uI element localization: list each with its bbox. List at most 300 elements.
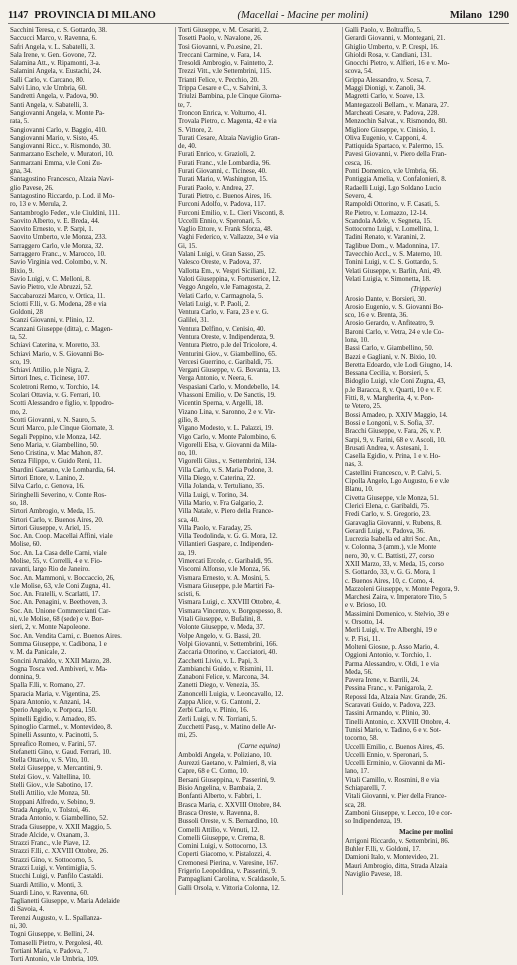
directory-entry: no, 10. xyxy=(178,450,197,458)
directory-entry: Scuri Marco, p.le Cinque Giornate, 3. xyxy=(10,425,114,433)
directory-entry: Spreafico Romeo, v. Farini, 57. xyxy=(10,740,97,748)
directory-entry: Ventura Delfino, v. Cenisio, 40. xyxy=(178,325,266,333)
directory-entry: Vicentin Sperna, v. Argelli, 18. xyxy=(178,400,264,408)
directory-entry: Sperio Angelo, v. Porpora, 150. xyxy=(10,707,97,715)
directory-entry: Migliore Giuseppe, v. Cinisio, 1. xyxy=(345,126,436,134)
columns xyxy=(8,27,509,964)
directory-entry: Pavesi Giovanni, v. Piero della Fran- xyxy=(345,151,447,159)
directory-entry: Sanmarzano Eschele, v. Muratori, 10. xyxy=(10,151,114,159)
directory-entry: Velati Luigia, v. Simonetta, 18. xyxy=(345,275,431,283)
directory-entry: Vizano Lina, v. Saronno, 2 e v. Vir- xyxy=(178,408,276,416)
directory-entry: Vismara Vincenzo, v. Borgospesso, 8. xyxy=(178,607,283,615)
directory-entry: Bussoli Oreste, v. S. Bernardino, 10. xyxy=(178,818,279,826)
directory-entry: Bixio, 9. xyxy=(10,267,34,275)
directory-entry: Villantieri Gaspare, c. Indipenden- xyxy=(178,541,274,549)
directory-entry: mo, 2. xyxy=(10,408,28,416)
directory-entry: Mantegazzoli Bellam., v. Manara, 27. xyxy=(345,101,449,109)
directory-entry: Ghioldi Rosa, v. Candiani, 131. xyxy=(345,51,432,59)
directory-entry: Comini Luigi, v. Sottocorno, 13. xyxy=(178,843,268,851)
directory-entry: Tassini Armando, v. Plinio, 30. xyxy=(345,710,431,718)
directory-entry: Maggi Dionigi, v. Zanoli, 34. xyxy=(345,85,426,93)
directory-entry: Uccelli Emilio, c. Buenos Aires, 45. xyxy=(345,743,445,751)
directory-entry: Spinelli Assunto, v. Pacinotti, 5. xyxy=(10,732,99,740)
directory-entry: Damioni Italo, v. Montevideo, 21. xyxy=(345,854,439,862)
directory-entry: Tresoldi Ambrogio, v. Faintetto, 2. xyxy=(178,60,274,68)
directory-entry: Zanaboni Felice, v. Marcona, 34. xyxy=(178,674,270,682)
directory-entry: Molteni Giosue, p. Asso Mario, 4. xyxy=(345,643,439,651)
directory-entry: Stelzi Giov., v. Valtellina, 10. xyxy=(10,773,91,781)
category-title: (Macellai - Macine per molini) xyxy=(237,9,369,21)
directory-entry: glio Pavese, 26. xyxy=(10,184,54,192)
directory-entry: Vitali Giovanni, v. Pier della France- xyxy=(345,793,447,801)
directory-entry: Sogna Tosca ved. Ambiveri, v. Ma- xyxy=(10,665,108,673)
directory-entry: Tortiani Maria, v. Padova, 7. xyxy=(10,947,89,955)
directory-entry: scova, 54. xyxy=(345,68,373,76)
directory-entry: Molise, 55, v. Correlli, 4 e v. Fio- xyxy=(10,558,103,565)
directory-entry: Saovito Umberto, v.le Monza, 233. xyxy=(10,234,107,242)
directory-entry: Radaelli Luigi, Lgo Soldano Lucio xyxy=(345,184,442,192)
directory-entry: Meda, 56. xyxy=(345,668,373,676)
directory-entry: Strada Antonio, v. Giambellino, 52. xyxy=(10,815,108,823)
directory-entry: Sarpi, 9, v. Farini, 68 e v. Ascoli, 10. xyxy=(345,436,446,444)
directory-entry: gna, 34. xyxy=(10,168,33,176)
directory-entry: Bracchi Giuseppe, v. Fara, 26, v. P. xyxy=(345,428,442,436)
directory-entry: Arosio Eugenio, v. S. Giovanni Bo- xyxy=(345,303,444,311)
directory-entry: Saccabarozzi Marco, v. Ortica, 11. xyxy=(10,292,105,300)
directory-entry: sco, 16 e v. Brenta, 36. xyxy=(345,312,408,320)
directory-entry: Sarraggero Carlo, v.le Monza, 32. xyxy=(10,242,104,250)
directory-entry: cesca, 16. xyxy=(345,159,372,167)
directory-entry: Uccelli Erminio, v. Giovanni da Mi- xyxy=(345,760,446,768)
directory-entry: Vallotta Em., v. Vespri Siciliani, 12. xyxy=(178,267,277,275)
directory-entry: Stefanetti Gino, v. Gaud. Ferrari, 10. xyxy=(10,748,111,756)
directory-entry: Valesco Oreste, v. Padova, 37. xyxy=(178,259,262,267)
directory-entry: Saccucci Marco, v. Ravenna, 6. xyxy=(10,35,97,43)
directory-entry: Schiavi Mario, v. S. Giovanni Bo- xyxy=(10,350,105,358)
directory-entry: Velati Carlo, v. Carmagnola, 5. xyxy=(178,292,264,300)
directory-entry: Casella Egidio, v. Prina, 1 e v. Ho- xyxy=(345,453,441,461)
directory-entry: Safri Angela, v. L. Sabatelli, 3. xyxy=(10,43,95,51)
directory-entry: Sottocorno Luigi, v. Lomellina, 1. xyxy=(345,226,439,234)
directory-entry: nas, 3. xyxy=(345,461,363,469)
directory-entry: Suardi Lino, v. Ravenna, 60. xyxy=(10,889,89,897)
directory-entry: Ventura Carlo, v. Fara, 23 e v. G. xyxy=(178,309,269,317)
directory-entry: Scoletroni Remo, v. Torchio, 14. xyxy=(10,383,100,391)
directory-entry: de, 40. xyxy=(178,143,197,151)
directory-entry: tocorno, 58. xyxy=(345,735,379,743)
directory-entry: Vigano Modesto, v. L. Palazzi, 19. xyxy=(178,425,274,433)
directory-entry: Veggo Angelo, v.le Famagosta, 2. xyxy=(178,284,271,292)
directory-entry: Garavaglia Giovanni, v. Rubens, 8. xyxy=(345,519,442,527)
directory-entry: Scanzi Giovanni, v. Plinio, 12. xyxy=(10,317,95,325)
directory-entry: Verga Antonio, v. Neera, 6. xyxy=(178,375,253,383)
column-3 xyxy=(342,27,509,895)
directory-entry: Santagostino Francesco, Alzaia Navi- xyxy=(10,176,114,184)
directory-entry: Mazzoleni Giuseppe, v. Monte Pegora, 9. xyxy=(345,585,460,593)
directory-entry: Torti Giuseppe, v. M. Cesariti, 2. xyxy=(178,27,269,34)
directory-entry: donnina, 9. xyxy=(10,674,41,682)
directory-entry: Salamina Att., v. Ripamonti, 3-a. xyxy=(10,60,101,68)
directory-entry: Villa Teodolinda, v. G. G. Mora, 12. xyxy=(178,533,278,541)
directory-entry: Strazzi F.lli, c. XXVIII Ottobre, 26. xyxy=(10,848,109,856)
directory-entry: Siringhelli Severino, v. Conte Ros- xyxy=(10,491,107,499)
directory-entry: Soc. An. Vendita Carni, c. Buenos Aires. xyxy=(10,632,122,640)
header-left xyxy=(8,10,156,21)
directory-entry: sca, 40. xyxy=(178,516,199,524)
directory-entry: sco, 19. xyxy=(10,358,32,366)
directory-entry: Mauri Ambrogio, ditta, Strada Alzaia xyxy=(345,862,448,870)
directory-entry: Silva Carlo, c. Genova, 16. xyxy=(10,483,85,491)
directory-entry: Scotti Giovanni, v. N. Sauro, 5. xyxy=(10,416,97,424)
directory-entry: Seno Cristina, v. Mac Mahon, 87. xyxy=(10,450,103,458)
directory-entry: Bossi e Longoni, v. S. Sofia, 37. xyxy=(345,419,434,427)
directory-entry: Tadini Renato, v. Varanini, 2. xyxy=(345,234,426,242)
city-name: Milano xyxy=(449,9,482,21)
directory-entry: Vespasiani Carlo, v. Mondebello, 14. xyxy=(178,383,280,391)
directory-entry: Gerardi Luigi, v. Padova, 36. xyxy=(345,527,425,535)
directory-entry: Severo, 4. xyxy=(345,192,373,200)
directory-entry: Zambianchi Guido, v. Rismini, 11. xyxy=(178,665,274,673)
directory-entry: Spinelli Egidio, v. Amadeo, 85. xyxy=(10,715,97,723)
directory-entry: Savio Virginia ved. Colombo, v. N. xyxy=(10,259,108,267)
directory-entry: Saovito Ernesto, v. P. Sarpi, 1. xyxy=(10,226,94,234)
directory-entry: Furconi Emilio, v. L. Cieri Visconti, 8. xyxy=(178,209,285,217)
directory-entry: Repossi Ida, Alzaia Nav. Grande, 26. xyxy=(345,693,447,701)
directory-entry: Spara Antonio, v. Anzani, 14. xyxy=(10,699,92,707)
directory-entry: Fredi Carlo, v. S. Gregorio, 23. xyxy=(345,511,431,519)
directory-entry: Sirtori Ambrogio, v. Meda, 15. xyxy=(10,508,95,516)
directory-entry: XXII Marzo, 33, v. Meda, 15, corso xyxy=(345,561,444,568)
directory-entry: Ghiglio Umberto, v. P. Crespi, 16. xyxy=(345,43,439,51)
directory-entry: Bossi Amadeo, p. XXIV Maggio, 14. xyxy=(345,411,448,419)
directory-entry: so, 18. xyxy=(10,499,29,507)
directory-entry: ravanti, largo Rio de Janeiro. xyxy=(10,566,90,574)
directory-entry: Cremonesi Pierina, v. Varesine, 167. xyxy=(178,859,279,867)
directory-entry: Lucrezia Isabella ed altri Soc. An., xyxy=(345,536,441,544)
directory-entry: gilio, 8. xyxy=(178,416,200,424)
directory-entry: Volpi Giovanni, v. Settembrini, 166. xyxy=(178,640,278,648)
directory-entry: Vaglio Ettore, v. Frank Sforza, 48. xyxy=(178,226,273,234)
directory-entry: Furati Franc., v.le Lombardia, 96. xyxy=(178,159,271,167)
directory-entry: Oggioni Antonio, v. Torchio, 1. xyxy=(345,652,432,660)
directory-entry: Tosetti Paolo, v. Navalone, 26. xyxy=(178,35,263,43)
directory-entry: Scotti Alessandro e figlio, v. Ippodro- xyxy=(10,400,114,408)
directory-entry: Vergani Giuseppe, v. G. Bovanta, 13. xyxy=(178,367,281,375)
directory-entry: Furconi Adolfo, v. Padova, 117. xyxy=(178,201,266,209)
directory-entry: Arosio Gerardo, v. Anfiteatro, 9. xyxy=(345,320,435,328)
directory-entry: v.le Molise, 63, v.le Coni Zugna, 41. xyxy=(10,582,111,590)
directory-entry: Zanetti Diego, v. Venezia, 35. xyxy=(178,682,260,690)
directory-entry: Vigo Carlo, v. Monte Palombino, 6. xyxy=(178,433,277,441)
directory-entry: Beretta Edoardo, v.le Lodi Giugno, 14. xyxy=(345,361,453,369)
directory-entry: Bidoglio Luigi, v.le Coni Zugna, 43, xyxy=(345,378,446,386)
directory-entry: Molise, 60. xyxy=(10,541,42,549)
directory-entry: sieri, 2, v. Monte Napoleone. xyxy=(10,624,90,632)
directory-entry: Cipolla Angelo, Lgo Augusto, 6 e v.le xyxy=(345,478,450,486)
directory-entry: Trianti Felice, v. Pecchio, 20. xyxy=(178,76,259,84)
directory-entry: Strada Angelo, v. Tolstoi, 46. xyxy=(10,806,91,814)
directory-entry: Ventura Pietro, p.le del Tricolore, 4. xyxy=(178,342,277,350)
directory-entry: Bonfanti Alberto, v. Fabbri, 1. xyxy=(178,793,261,801)
directory-entry: Tonini Luigi, v. C. S. Gottardo, 5. xyxy=(345,259,438,267)
directory-entry: Oliva Eugenio, v. Capponi, 4. xyxy=(345,134,427,142)
header-right xyxy=(450,10,509,21)
directory-entry: Magretti Carlo, v. Soave, 13. xyxy=(345,93,425,101)
directory-entry: Savio Pietro, v.le Abruzzi, 52. xyxy=(10,284,93,292)
directory-entry: Parma Alessandro, v. Oldi, 1 e via xyxy=(345,660,439,668)
directory-entry: Scaravati Guido, v. Padova, 223. xyxy=(345,702,436,710)
directory-entry: Spalla F.lli, v. Romano, 27. xyxy=(10,682,85,690)
directory-entry: Sangiovanni Angela, v. Monte Pa- xyxy=(10,109,105,117)
directory-entry: Vhassoni Emilio, v. De Sanctis, 19. xyxy=(178,392,276,400)
directory-entry: Ponti Domenico, v.le Umbria, 66. xyxy=(345,168,438,176)
directory-entry: Sciotti F.lli, v. G. Modena, 28 e via xyxy=(10,300,107,308)
directory-entry: Stucchi Luigi, v. Panfilo Castaldi. xyxy=(10,873,104,881)
directory-entry: Furati Paolo, v. Andrea, 27. xyxy=(178,184,254,192)
directory-entry: Aurezzi Gaetano, v. Palmieri, 8, via xyxy=(178,760,277,768)
directory-entry: Santi Angela, v. Sabatelli, 3. xyxy=(10,101,89,109)
directory-entry: Spinoglio Carmel., v. Montevideo, 8. xyxy=(10,723,113,731)
directory-entry: Somma Giuseppe, v. Cadibona, 1 e xyxy=(10,640,107,648)
directory-entry: Vitali Camillo, v. Rosmini, 8 e via xyxy=(345,776,440,784)
directory-entry: Santambroglo Feder., v.le Ciuldini, 111. xyxy=(10,209,120,217)
directory-entry: Tavecchio Accl., v. S. Materno, 10. xyxy=(345,251,442,259)
directory-entry: sca, 28. xyxy=(345,801,366,809)
section-heading: (Carne equina) xyxy=(237,742,281,750)
directory-entry: so Indipendenza, 19. xyxy=(345,818,403,826)
directory-entry: Zaccaria Ottorino, v. Cacciatori, 40. xyxy=(178,649,278,657)
directory-entry: Tinelli Antonio, c. XXVIII Ottobre, 4. xyxy=(345,718,451,726)
directory-entry: Bazzi e Gagliani, v. N. Bixio, 10. xyxy=(345,353,437,361)
directory-entry: Senza Filippo, v. Guido Reni, 11. xyxy=(10,458,102,466)
directory-entry: Amboldi Angela, v. Poliziano, 10. xyxy=(178,751,272,759)
directory-entry: Treccani Carmine, v. Fara, 14. xyxy=(178,51,262,59)
directory-entry: Goldoni, 28 xyxy=(10,309,43,317)
directory-entry: ni, v.le Molise, 68 (sede) e v. Bor- xyxy=(10,616,104,624)
directory-entry: Villa Jolanda, v. Tertuliano, 35. xyxy=(178,483,265,491)
directory-entry: Sandretti Angela, v. Padova, 90. xyxy=(10,93,99,101)
directory-entry: Taglianetti Giuseppe, v. Maria Adelaide xyxy=(10,898,120,906)
directory-entry: lona, 10. xyxy=(345,336,369,344)
directory-entry: Gi, 15. xyxy=(178,242,197,250)
column-2 xyxy=(175,27,342,895)
directory-entry: Sirtori Giuseppe, v. Ariel, 15. xyxy=(10,524,92,532)
directory-entry: Villa Luigi, v. Torino, 34. xyxy=(178,491,249,499)
directory-entry: Turati Cesare, Alzaia Naviglio Gran- xyxy=(178,134,280,142)
directory-entry: za, 19. xyxy=(178,549,197,557)
directory-entry: Stella Ottavio, v. S. Vito, 10. xyxy=(10,757,90,765)
directory-entry: Villa Natale, v. Piero della France- xyxy=(178,508,274,516)
directory-entry: Volpe Angelo, v. G. Bassi, 20. xyxy=(178,632,261,640)
directory-entry: ta, 52. xyxy=(10,333,28,341)
page-number: 1147 xyxy=(8,9,29,21)
directory-entry: rata, 5. xyxy=(10,118,29,126)
directory-entry: Sangiovanni Carlo, v. Baggio, 410. xyxy=(10,126,107,134)
directory-entry: nero, 30, v. C. Battisti, 27, corso xyxy=(345,552,435,560)
directory-entry: Sarraggero Franc., v. Marocco, 10. xyxy=(10,251,106,259)
directory-entry: Vismara Luigi, c. XXVIII Ottobre, 4. xyxy=(178,599,281,607)
directory-entry: Brasca Oreste, v. Ravenna, 8. xyxy=(178,809,260,817)
directory-entry: Clerici Elena, c. Garibaldi, 75. xyxy=(345,502,430,510)
directory-entry: Sacchini Teresa, c. S. Gottardo, 38. xyxy=(10,27,107,34)
directory-entry: mi, 25. xyxy=(178,732,198,740)
page-header xyxy=(8,7,509,24)
directory-entry: Marcheati Cesare, v. Padova, 228. xyxy=(345,109,440,117)
directory-entry: Sirtori Ines, c. Ticinese, 107. xyxy=(10,375,90,383)
directory-entry: Terenzi Augusto, v. L. Spallanza- xyxy=(10,914,102,922)
city-page-number: 1290 xyxy=(487,9,509,21)
directory-entry: v. Colonna, 3 (amm.), v.le Monte xyxy=(345,544,437,552)
directory-entry: Strade Alcide, v. Oxanam, 3. xyxy=(10,831,90,839)
directory-entry: S. Gottardo, 33, v. G. G. Mora, 1 xyxy=(345,569,436,577)
directory-entry: Villa Carlo, v. S. Maria Podone, 3. xyxy=(178,466,274,474)
directory-entry: Zappa Alice, v. G. Cantoni, 2. xyxy=(178,699,261,707)
directory-entry: Soncini Arnaldo, v. XXII Marzo, 28. xyxy=(10,657,112,665)
directory-entry: Velati Giuseppe, v. Barlin, Ani, 49. xyxy=(345,267,442,275)
directory-entry: Uccelli Ennio, v. Speronari, 5. xyxy=(178,217,262,225)
directory-entry: ni, 30. xyxy=(10,923,28,931)
directory-entry: Buhler F.lli, v. Goldoni, 17. xyxy=(345,846,421,854)
directory-entry: lano, 17. xyxy=(345,768,369,776)
directory-entry: Santagostino Riccardo, p. Lod. il Mo- xyxy=(10,192,115,200)
directory-entry: Tomaselli Pietro, v. Pergolesi, 40. xyxy=(10,939,103,947)
directory-entry: Strazzi Franc., v.le Piave, 12. xyxy=(10,840,91,848)
directory-entry: Savio Luigi, v. C. Melloni, 8. xyxy=(10,275,91,283)
directory-entry: te Vetero, 25. xyxy=(345,403,382,411)
directory-entry: Zamboni Giuseppe, v. Lecco, 10 e cor- xyxy=(345,809,453,817)
directory-entry: Sparacia Maria, v. Vigentina, 25. xyxy=(10,690,101,698)
directory-entry: Zanoncelli Luigia, v. Leoncavallo, 12. xyxy=(178,690,284,698)
directory-entry: Bassi Carlo, v. Giambellino, 50. xyxy=(345,345,434,353)
directory-entry: Scandola Adele, v. Segneta, 15. xyxy=(345,217,432,225)
directory-entry: Zucchetti Pasq., v. Matino delle Ar- xyxy=(178,723,277,731)
directory-entry: Scanzani Giuseppe (ditta), c. Magen- xyxy=(10,325,113,333)
directory-entry: v. P. Fisi, 11. xyxy=(345,635,381,643)
directory-entry: Uccelli Ennio, v. Speronari, 5. xyxy=(345,751,429,759)
directory-entry: Coperti Giacomo, v. Pistalozzi, 4. xyxy=(178,851,271,859)
directory-entry: Sangiovanni Mario, v. Sisto, 45. xyxy=(10,134,99,142)
directory-entry: Vismara Ernesto, v. A. Mosini, 5. xyxy=(178,574,270,582)
directory-entry: Bessana Cecilia, v. Borsieri, 5. xyxy=(345,370,430,378)
directory-entry: Zerbi Carlo, v. Plinio, 16. xyxy=(178,707,249,715)
directory-entry: Trippa Cesare e C., v. Salvini, 3. xyxy=(178,85,268,93)
directory-entry: Pattiquida Spartaco, v. Palermo, 15. xyxy=(345,143,444,151)
directory-entry: Salamini Angela, v. Eustachi, 24. xyxy=(10,68,102,76)
directory-entry: Menzochin Salvat., v. Rismondo, 80. xyxy=(345,118,447,126)
directory-entry: Sangiovanni Ricc., v. Rismondo, 30. xyxy=(10,143,111,151)
directory-entry: Turati Mario, v. Washington, 15. xyxy=(178,176,268,184)
directory-entry: Strazzi Gino, v. Sottocorno, 5. xyxy=(10,856,94,864)
directory-entry: p.le Baracca, 8, v. Quarti, 10 e v. F. xyxy=(345,386,442,394)
directory-entry: Scolari Ottavia, v. G. Ferrari, 10. xyxy=(10,392,101,400)
directory-entry: Vaghi Federico, v. Vallazze, 34 e via xyxy=(178,234,279,242)
directory-entry: Valoti Giuseppina, v. Fortuserice, 12. xyxy=(178,275,281,283)
directory-entry: Soc. An. Fratelli, v. Scarlatti, 17. xyxy=(10,591,101,599)
directory-entry: Frigerio Leopoldina, v. Passerini, 9. xyxy=(178,867,277,875)
directory-entry: Vimercati Ercole, c. Garibaldi, 95. xyxy=(178,558,273,565)
directory-entry: Gerardi Giovanni, v. Montegani, 21. xyxy=(345,35,446,43)
directory-entry: scisti, 6. xyxy=(178,591,201,599)
directory-entry: Grippa Alessandro, v. Scesa, 7. xyxy=(345,76,431,84)
directory-entry: Brasca Maria, c. XXVIII Ottobre, 84. xyxy=(178,801,282,809)
section-heading: (Tripperie) xyxy=(410,286,442,294)
directory-entry: Trezzi Vitt., v.le Settembrini, 115. xyxy=(178,68,272,76)
directory-entry: Brusati Andrea, v. Astesani, 1. xyxy=(345,444,429,452)
directory-entry: Furati Enrico, v. Grazioli, 2. xyxy=(178,151,256,159)
directory-entry: Baroni Carlo, v. Vetra, 24 e v.le Co- xyxy=(345,328,444,336)
directory-entry: Salli Carlo, v. Carcano, 80. xyxy=(10,76,85,84)
directory-entry: Villa Paolo, v. Faraday, 25. xyxy=(178,524,253,532)
directory-entry: Vitali Giuseppe, v. Bufalini, 8. xyxy=(178,616,263,624)
directory-entry: Bersani Giuseppina, v. Passerini, 9. xyxy=(178,776,276,784)
directory-entry: Ventura Oreste, v. Indipendenza, 9. xyxy=(178,333,275,341)
directory-entry: Saovito Alberto, v. E. Breda, 44. xyxy=(10,217,100,225)
directory-entry: v. Orsotto, 14. xyxy=(345,619,385,627)
directory-entry: Soc. An. Mammoni, v. Boccaccio, 26, xyxy=(10,574,115,582)
directory-entry: Naviglio Pavese, 18. xyxy=(345,870,403,878)
directory-entry: Salvi Lino, v.le Umbria, 60. xyxy=(10,85,87,93)
directory-entry: Rampoldi Ottorino, v. F. Casati, 5. xyxy=(345,201,440,209)
directory-entry: Segali Peppino, v.le Monza, 142. xyxy=(10,433,102,441)
directory-entry: e v. Brioso, 10. xyxy=(345,602,387,610)
directory-entry: Castellini Francesco, v. P. Calvi, 5. xyxy=(345,469,442,477)
directory-entry: Gnocchi Pietro, v. Alfieri, 16 e v. Mo- xyxy=(345,60,450,68)
directory-entry: Vigorelli Gius., v. Settembrini, 134. xyxy=(178,458,277,466)
directory-entry: Trovala Pietro, c. Magenta, 42 e via xyxy=(178,118,277,126)
directory-entry: Furati Giovanni, c. Ticinese, 40. xyxy=(178,168,267,176)
directory-entry: Tunisi Mario, v. Tadino, 6 e v. Sot- xyxy=(345,726,442,734)
directory-entry: Bisio Angelina, v. Bambaia, 2. xyxy=(178,785,263,793)
directory-entry: v. M. da Panicale, 2. xyxy=(10,649,67,657)
directory-entry: Torti Antonio, v.le Umbria, 109. xyxy=(10,956,99,964)
directory-entry: Zacchetti Livio, v. L. Papi, 3. xyxy=(178,657,259,665)
directory-entry: Villa Diego, v. Caterina, 22. xyxy=(178,475,256,483)
directory-entry: Triulzi Bambina, p.le Cinque Giorna- xyxy=(178,93,282,101)
directory-entry: Capre, 68 e C. Como, 10. xyxy=(178,768,249,776)
directory-entry: te, 7. xyxy=(178,101,192,109)
directory-entry: Pavera Irene, v. Barrili, 24. xyxy=(345,677,420,685)
province-title: PROVINCIA DI MILANO xyxy=(34,9,156,21)
directory-entry: Soc. An. La Casa delle Carni, viale xyxy=(10,549,107,557)
directory-entry: Merli Luigi, v. Tre Alberghi, 19 e xyxy=(345,627,437,635)
directory-entry: Villa Mario, v. Fra Galgario, 2. xyxy=(178,499,264,507)
directory-entry: Pampagliani Carolina, v. Scaldasole, 5. xyxy=(178,876,286,884)
directory-entry: Stoppani Alfredo, v. Sebino, 9. xyxy=(10,798,95,806)
directory-entry: Massimini Domenico, v. Stelvio, 39 e xyxy=(345,610,450,618)
directory-entry: Strada Giuseppe, v. XXII Maggio, 5. xyxy=(10,823,112,831)
directory-entry: Troncon Enrica, v. Volturno, 41. xyxy=(178,109,267,117)
directory-entry: Venturini Giov., v. Giambellino, 65. xyxy=(178,350,277,358)
directory-entry: Velati Luigi, v. P. Paoli, 2. xyxy=(178,300,250,308)
directory-entry: Civetta Giuseppe, v.le Monza, 51. xyxy=(345,494,439,502)
directory-entry: Schiavi Caterina, v. Moretto, 33. xyxy=(10,342,100,350)
directory-entry: Suardi Attilio, v. Monti, 3. xyxy=(10,881,83,889)
directory-entry: Sanmarzani Emma, v.le Coni Zu- xyxy=(10,159,103,167)
directory-entry: Pontiggia Amelia, v. Confalonieri, 8. xyxy=(345,176,447,184)
directory-entry: di Savoia, 4. xyxy=(10,906,45,914)
directory-entry: Comelli Giuseppe, v. Crema, 8. xyxy=(178,834,265,842)
directory-entry: Arrigoni Riccardo, v. Settembrini, 86. xyxy=(345,837,450,845)
directory-entry: Turati Pietro, c. Buenos Aires, 16. xyxy=(178,192,272,200)
directory-entry: Stelzi Giuseppe, v. Mercantini, 9. xyxy=(10,765,103,773)
directory-entry: Comelli Attilio, v. Venuti, 12. xyxy=(178,826,260,834)
directory-entry: Stelli Attilio, v.le Monza, 50. xyxy=(10,790,90,798)
directory-entry: Vismara Giuseppe, p.le Martiri Fa- xyxy=(178,582,275,590)
directory-entry: Marchesi Zaira, v. Imperatore Tito, 5 xyxy=(345,594,447,602)
directory-entry: Sirtori Ettore, v. Lanino, 2. xyxy=(10,475,85,483)
directory-entry: S. Vittore, 2. xyxy=(178,126,213,134)
directory-entry: Soc. An. Coop. Macellai Affini, viale xyxy=(10,533,113,541)
